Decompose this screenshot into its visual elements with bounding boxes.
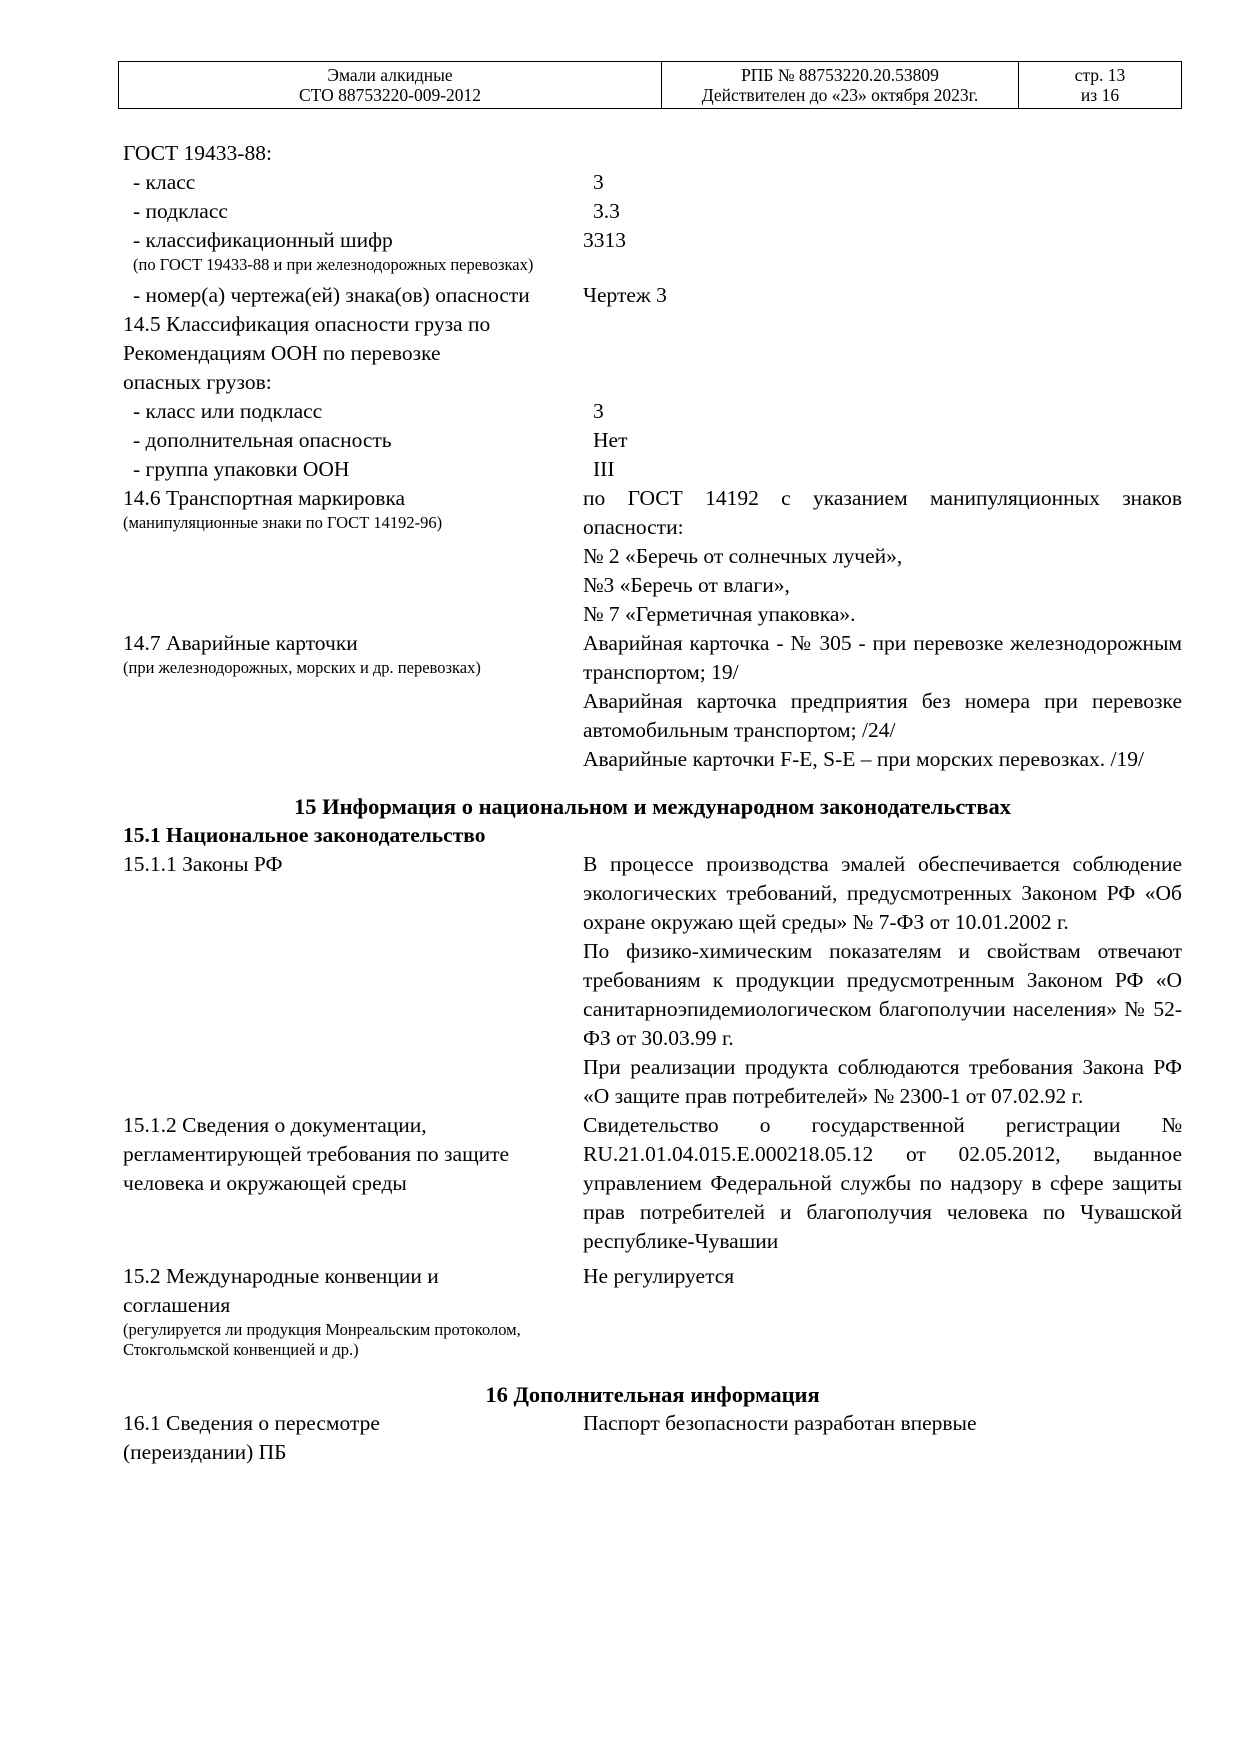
row-label bbox=[123, 281, 583, 310]
row-14-6 bbox=[123, 484, 1182, 629]
document-header bbox=[118, 61, 1182, 109]
row-label-text: - номер(а) чертежа(ей) знака(ов) опасности bbox=[133, 283, 530, 307]
row-15-2 bbox=[123, 1262, 1182, 1360]
section-label-text: 16.1 Сведения о пересмотре (переиздании) ПБ bbox=[123, 1411, 380, 1464]
section-label: 14.6 Транспортная маркировка bbox=[123, 486, 406, 510]
row-14-7 bbox=[123, 629, 1182, 774]
section-label: 15.1.1 Законы РФ bbox=[123, 852, 283, 876]
section-label bbox=[123, 1409, 583, 1467]
row-value: 3313 bbox=[583, 228, 626, 252]
value-line: № 7 «Герметичная упаковка». bbox=[583, 602, 856, 626]
section-label-block bbox=[123, 629, 583, 774]
row-klass bbox=[123, 168, 1182, 197]
document-body bbox=[123, 139, 1182, 1467]
row-label: - класс bbox=[133, 170, 196, 194]
row-15-1-2 bbox=[123, 1111, 1182, 1256]
row-value: III bbox=[593, 457, 615, 481]
section-value bbox=[583, 484, 1182, 629]
value-line: Аварийные карточки F-E, S-E – при морских перевозках. /19/ bbox=[583, 747, 1144, 771]
section-note: (при железнодорожных, морских и др. перевозках) bbox=[123, 658, 481, 677]
row-note: (по ГОСТ 19433-88 и при железнодорожных перевозках) bbox=[133, 255, 534, 274]
row-15-1-1 bbox=[123, 850, 1182, 1111]
row-grp bbox=[123, 455, 1182, 484]
value-line: по ГОСТ 14192 с указанием манипуляционных знаков опасности: bbox=[583, 486, 1182, 539]
section-note: (манипуляционные знаки по ГОСТ 14192-96) bbox=[123, 513, 443, 532]
section-15-1-title: 15.1 Национальное законодательство bbox=[123, 823, 486, 847]
section-note: (регулируется ли продукция Монреальским протоколом, Стокгольмской конвенцией и др.) bbox=[123, 1320, 521, 1359]
row-label: - классификационный шифр bbox=[133, 228, 393, 252]
row-16-1 bbox=[123, 1409, 1182, 1467]
header-rpb-cell bbox=[662, 62, 1019, 109]
row-label: - подкласс bbox=[133, 199, 228, 223]
row-value: 3 bbox=[593, 399, 604, 423]
row-value: Чертеж 3 bbox=[583, 283, 667, 307]
row-label: - класс или подкласс bbox=[133, 399, 323, 423]
header-product-cell bbox=[119, 62, 662, 109]
row-value: 3.3 bbox=[593, 199, 620, 223]
gost-heading: ГОСТ 19433-88: bbox=[123, 141, 272, 165]
value-line: В процессе производства эмалей обеспечивается соблюдение экологических требований, предусмотренных Законом РФ «Об охране окружаю щей среды» № 7-ФЗ от 10.01.2002 г. bbox=[583, 852, 1182, 934]
section-label-block bbox=[123, 1262, 583, 1360]
row-shifr bbox=[123, 226, 1182, 275]
row-label-block bbox=[123, 226, 583, 275]
value-line: №3 «Беречь от влаги», bbox=[583, 573, 790, 597]
value-line: Аварийная карточка предприятия без номера при перевозке автомобильным транспортом; /24/ bbox=[583, 689, 1182, 742]
section-16-title: 16 Дополнительная информация bbox=[485, 1382, 820, 1407]
section-label: 15.2 Международные конвенции и соглашения bbox=[123, 1264, 439, 1317]
row-podklass bbox=[123, 197, 1182, 226]
header-of: из 16 bbox=[1080, 85, 1120, 105]
row-value: Нет bbox=[593, 428, 628, 452]
section-label bbox=[123, 1111, 583, 1256]
header-product: Эмали алкидные bbox=[327, 65, 453, 85]
header-valid: Действителен до «23» октября 2023г. bbox=[701, 85, 979, 105]
row-14-5 bbox=[123, 310, 1182, 397]
value-line: № 2 «Беречь от солнечных лучей», bbox=[583, 544, 903, 568]
value-line: При реализации продукта соблюдаются требования Закона РФ «О защите прав потребителей» № 2300-1 от 07.02.92 г. bbox=[583, 1055, 1182, 1108]
header-standard: СТО 88753220-009-2012 bbox=[298, 85, 482, 105]
section-value bbox=[583, 629, 1182, 774]
value-line: Аварийная карточка - № 305 - при перевозке железнодорожным транспортом; 19/ bbox=[583, 631, 1182, 684]
row-label: - дополнительная опасность bbox=[133, 428, 392, 452]
header-rpb: РПБ № 88753220.20.53809 bbox=[741, 65, 939, 85]
row-un-klass bbox=[123, 397, 1182, 426]
row-dop bbox=[123, 426, 1182, 455]
section-value: Не регулируется bbox=[583, 1264, 735, 1288]
value-line: По физико-химическим показателям и свойствам отвечают требованиям к продукции предусмотренным Законом РФ «О санитарноэпидемиологическом благополучии населения» № 52-ФЗ от 30.03.99 г. bbox=[583, 939, 1182, 1050]
section-value bbox=[583, 850, 1182, 1111]
section-label: 14.5 Классификация опасности груза по Рекомендациям ООН по перевозке опасных грузов: bbox=[123, 312, 491, 394]
section-value: Свидетельство о государственной регистрации № RU.21.01.04.015.Е.000218.05.12 от 02.05.2012, выданное управлением Федеральной службы по надзору в сфере защиты прав потребителей и благополучия человека по Чувашской республике-Чувашии bbox=[583, 1113, 1182, 1253]
section-label-text: 15.1.2 Сведения о документации, регламентирующей требования по защите человека и окружающей среды bbox=[123, 1113, 510, 1195]
row-label: - группа упаковки ООН bbox=[133, 457, 350, 481]
section-label: 14.7 Аварийные карточки bbox=[123, 631, 358, 655]
section-value: Паспорт безопасности разработан впервые bbox=[583, 1411, 977, 1435]
row-value: 3 bbox=[593, 170, 604, 194]
section-label-block bbox=[123, 484, 583, 629]
header-page: стр. 13 bbox=[1074, 65, 1126, 85]
row-chertezh bbox=[123, 281, 1182, 310]
header-page-cell bbox=[1019, 62, 1182, 109]
section-15-title: 15 Информация о национальном и международном законодательствах bbox=[293, 794, 1012, 819]
